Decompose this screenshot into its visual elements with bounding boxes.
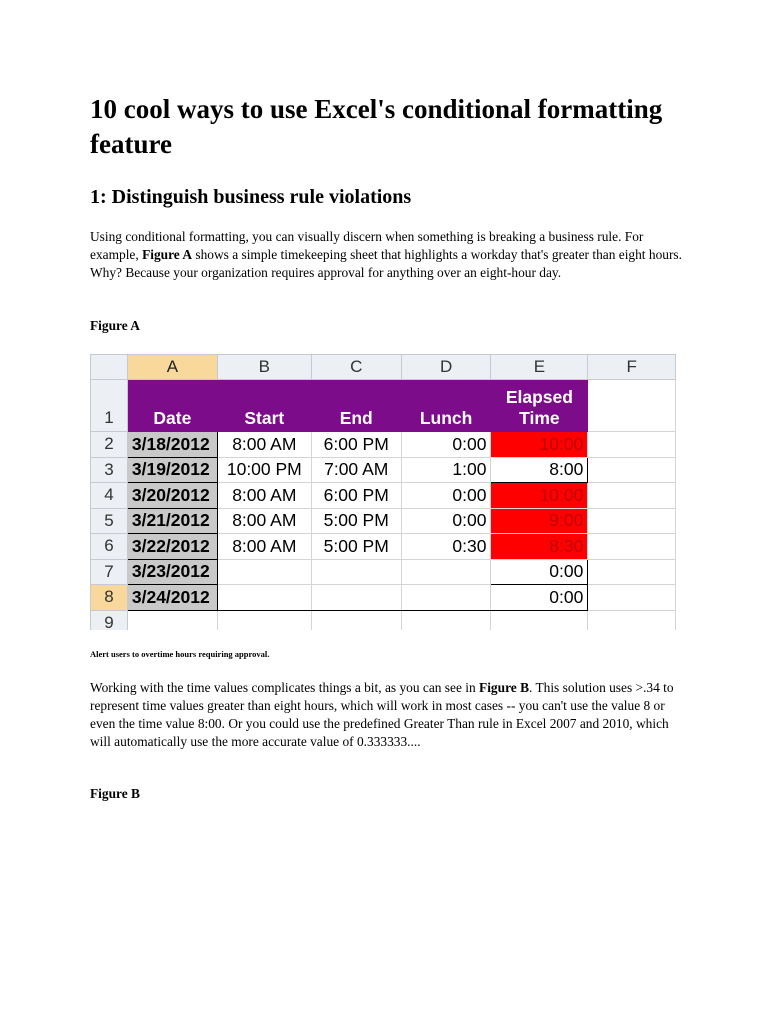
empty-cell[interactable] [217,610,311,630]
timesheet-grid [90,354,676,630]
start-cell[interactable]: 10:00 PM [217,457,311,483]
empty-cell[interactable] [311,610,401,630]
empty-cell[interactable] [588,380,676,432]
date-cell[interactable]: 3/19/2012 [127,457,217,483]
date-cell[interactable]: 3/23/2012 [127,559,217,585]
elapsed-header-line1: Elapsed [505,387,573,407]
empty-cell[interactable] [588,585,676,611]
elapsed-cell[interactable]: 0:00 [491,585,588,611]
date-cell[interactable]: 3/21/2012 [127,508,217,534]
start-cell[interactable]: 8:00 AM [217,508,311,534]
elapsed-cell[interactable]: 0:00 [491,559,588,585]
end-cell[interactable]: 6:00 PM [311,432,401,458]
lunch-cell[interactable]: 0:00 [401,432,491,458]
column-header-d[interactable]: D [401,355,491,380]
elapsed-time-header-cell[interactable] [491,380,588,432]
lunch-cell[interactable] [401,585,491,611]
column-header-row [91,355,676,380]
empty-cell[interactable] [588,483,676,509]
start-cell[interactable]: 8:00 AM [217,432,311,458]
figure-a-spreadsheet [90,354,676,630]
empty-cell[interactable] [588,457,676,483]
elapsed-cell[interactable]: 9:00 [491,508,588,534]
date-header-cell[interactable]: Date [127,380,217,432]
empty-cell[interactable] [588,534,676,560]
end-cell[interactable]: 5:00 PM [311,508,401,534]
row-header[interactable]: 9 [91,610,128,630]
end-cell[interactable] [311,585,401,611]
elapsed-cell[interactable]: 10:00 [491,432,588,458]
lunch-cell[interactable]: 0:00 [401,508,491,534]
end-cell[interactable] [311,559,401,585]
elapsed-cell[interactable]: 10:00 [491,483,588,509]
date-cell[interactable]: 3/18/2012 [127,432,217,458]
explanation-text-c: . This solution uses >.34 to represent time values greater than eight hours, which will work in most cases -- you can't use the value 8 or even the time value 8:00. Or you could use the predefined Greater Than rule in Excel 2007 and 2010, which will automatically use the more accurate value of 0.333333.... [90,680,674,749]
elapsed-header-line2: Time [519,408,560,428]
figure-a-caption: Alert users to overtime hours requiring approval. [90,649,270,659]
intro-text-c: shows a simple timekeeping sheet that highlights a workday that's greater than eight hours. Why? Because your organization requires approval for anything over an eight-hour day. [90,247,682,280]
start-cell[interactable]: 8:00 AM [217,534,311,560]
empty-cell[interactable] [127,610,217,630]
date-cell[interactable]: 3/22/2012 [127,534,217,560]
table-row [91,432,676,458]
intro-text-a: Using conditional formatting, you can visually discern when something is breaking a business rule. For example, [90,229,644,262]
row-header[interactable]: 2 [91,432,128,458]
row-header[interactable]: 4 [91,483,128,509]
lunch-cell[interactable]: 0:30 [401,534,491,560]
date-cell-active[interactable]: 3/24/2012 [127,585,217,611]
table-row [91,508,676,534]
end-cell[interactable]: 5:00 PM [311,534,401,560]
end-cell[interactable]: 7:00 AM [311,457,401,483]
end-header-cell[interactable]: End [311,380,401,432]
start-cell[interactable] [217,585,311,611]
empty-cell[interactable] [588,432,676,458]
table-row [91,534,676,560]
empty-cell[interactable] [588,559,676,585]
table-row [91,483,676,509]
table-row [91,457,676,483]
start-cell[interactable] [217,559,311,585]
column-header-e[interactable]: E [491,355,588,380]
explanation-paragraph [90,679,682,751]
start-cell[interactable]: 8:00 AM [217,483,311,509]
lunch-cell[interactable] [401,559,491,585]
end-cell[interactable]: 6:00 PM [311,483,401,509]
lunch-cell[interactable]: 0:00 [401,483,491,509]
column-header-c[interactable]: C [311,355,401,380]
lunch-cell[interactable]: 1:00 [401,457,491,483]
start-header-cell[interactable]: Start [217,380,311,432]
row-header[interactable]: 5 [91,508,128,534]
elapsed-cell[interactable]: 8:30 [491,534,588,560]
column-header-f[interactable]: F [588,355,676,380]
intro-paragraph [90,228,682,282]
date-cell[interactable]: 3/20/2012 [127,483,217,509]
table-row [91,559,676,585]
row-header-selected[interactable]: 8 [91,585,128,611]
empty-cell[interactable] [491,610,588,630]
table-header-row [91,380,676,432]
elapsed-cell[interactable]: 8:00 [491,457,588,483]
page-title: 10 cool ways to use Excel's conditional formatting feature [90,94,663,159]
figure-b-label: Figure B [90,786,140,801]
select-all-corner[interactable] [91,355,128,380]
column-header-b[interactable]: B [217,355,311,380]
table-row [91,610,676,630]
row-header[interactable]: 1 [91,380,128,432]
figure-a-label: Figure A [90,318,140,333]
empty-cell[interactable] [401,610,491,630]
row-header[interactable]: 7 [91,559,128,585]
row-header[interactable]: 3 [91,457,128,483]
figure-b-reference: Figure B [479,680,529,695]
column-header-a[interactable]: A [127,355,217,380]
table-row [91,585,676,611]
empty-cell[interactable] [588,610,676,630]
figure-a-reference: Figure A [142,247,193,262]
lunch-header-cell[interactable]: Lunch [401,380,491,432]
explanation-text-a: Working with the time values complicates things a bit, as you can see in [90,680,480,695]
row-header[interactable]: 6 [91,534,128,560]
section-heading: 1: Distinguish business rule violations [90,186,412,208]
empty-cell[interactable] [588,508,676,534]
